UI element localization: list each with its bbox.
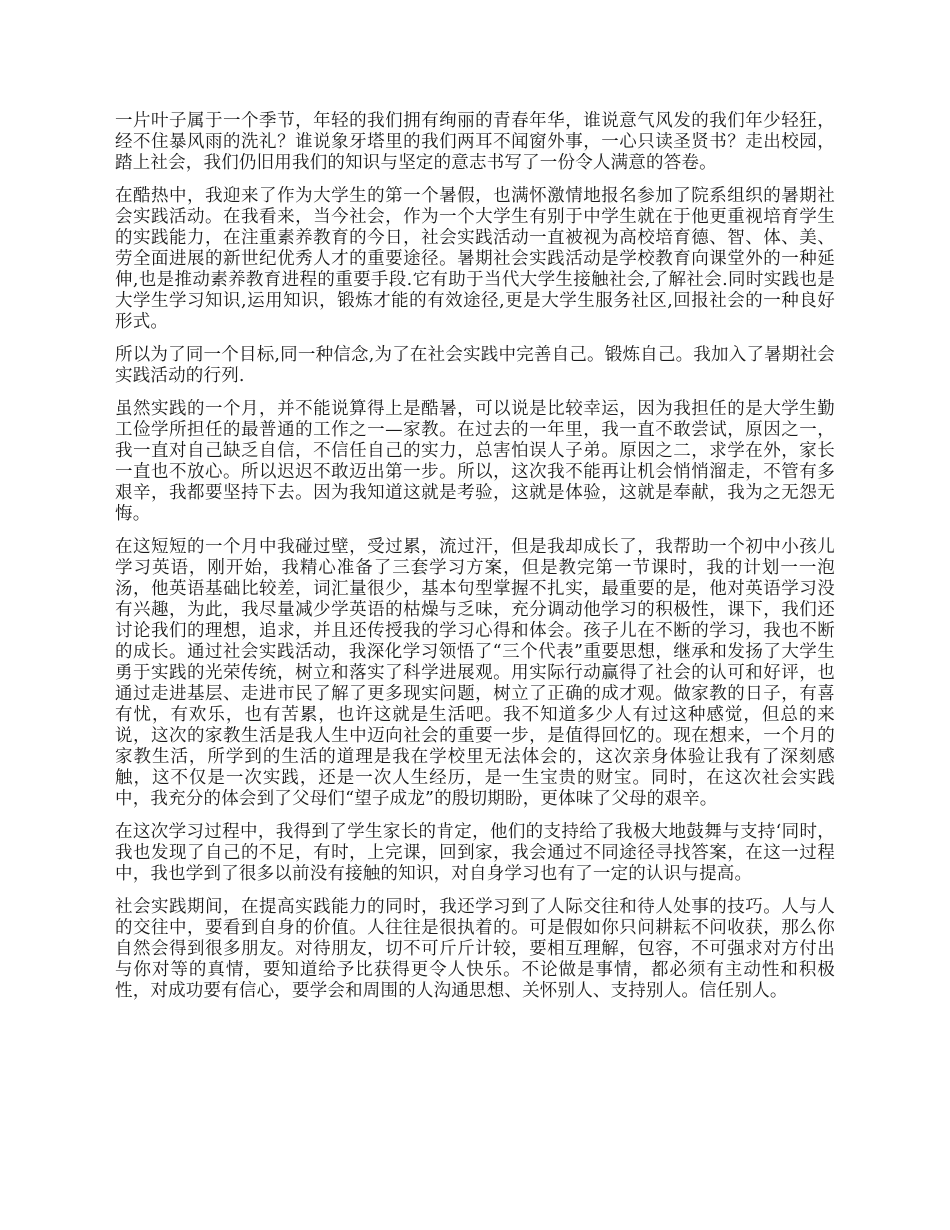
paragraph-tutoring-job: 虽然实践的一个月，并不能说算得上是酷暑，可以说是比较幸运，因为我担任的是大学生勤工俭学所担任的最普通的工作之一—家教。在过去的一年里，我一直不敢尝试，原因之一，我一直对自己缺乏自信，不信任自己的实力，总害怕误人子弟。原因之二，求学在外，家长一直也不放心。所以迟迟不敢迈出第一步。所以，这次我不能再让机会悄悄溜走，不管有多艰辛，我都要坚持下去。因为我知道这就是考验，这就是体验，这就是奉献，我为之无怨无悔。 xyxy=(115,399,835,524)
paragraph-interpersonal-skills: 社会实践期间，在提高实践能力的同时，我还学习到了人际交往和待人处事的技巧。人与人的交往中，要看到自身的价值。人往往是很执着的。可是假如你只问耕耘不问收获，那么你自然会得到很多朋友。对待朋友，切不可斤斤计较，要相互理解，包容，不可强求对方付出与你对等的真情，要知道给予比获得更令人快乐。不论做是事情，都必须有主动性和积极性，对成功要有信心，要学会和周围的人沟通思想、关怀别人、支持别人。信任别人。 xyxy=(115,897,835,1001)
paragraph-growth-experience: 在这短短的一个月中我碰过壁，受过累，流过汗，但是我却成长了，我帮助一个初中小孩儿学习英语，刚开始，我精心准备了三套学习方案，但是教完第一节课时，我的计划一一泡汤，他英语基础比较差，词汇量很少，基本句型掌握不扎实，最重要的是，他对英语学习没有兴趣，为此，我尽量减少学英语的枯燥与乏味，充分调动他学习的积极性，课下，我们还讨论我们的理想，追求，并且还传授我的学习心得和体会。孩子儿在不断的学习，我也不断的成长。通过社会实践活动，我深化学习领悟了“三个代表”重要思想，继承和发扬了大学生勇于实践的光荣传统，树立和落实了科学进展观。用实际行动赢得了社会的认可和好评，也通过走进基层、走进市民了解了更多现实问题，树立了正确的成才观。做家教的日子，有喜有忧，有欢乐，也有苦累，也许这就是生活吧。我不知道多少人有过这种感觉，但总的来说，这次的家教生活是我人生中迈向社会的重要一步，是值得回忆的。现在想来，一个月的家教生活，所学到的生活的道理是我在学校里无法体会的，这次亲身体验让我有了深刻感触，这不仅是一次实践，还是一次人生经历，是一生宝贵的财宝。同时，在这次社会实践中，我充分的体会到了父母们“望子成龙”的殷切期盼，更体味了父母的艰辛。 xyxy=(115,537,835,809)
paragraph-join-activity: 所以为了同一个目标,同一种信念,为了在社会实践中完善自己。锻炼自己。我加入了暑期社会实践活动的行列. xyxy=(115,345,835,386)
paragraph-intro: 一片叶子属于一个季节，年轻的我们拥有绚丽的青春年华，谁说意气风发的我们年少轻狂，经不住暴风雨的洗礼？谁说象牙塔里的我们两耳不闻窗外事，一心只读圣贤书？走出校园，踏上社会，我们仍旧用我们的知识与坚定的意志书写了一份令人满意的答卷。 xyxy=(115,111,835,173)
paragraph-parent-support: 在这次学习过程中，我得到了学生家长的肯定，他们的支持给了我极大地鼓舞与支持‘同时，我也发现了自己的不足，有时，上完课，回到家，我会通过不同途径寻找答案，在这一过程中，我也学到了很多以前没有接触的知识，对自身学习也有了一定的认识与提高。 xyxy=(115,822,835,884)
paragraph-summer-practice: 在酷热中，我迎来了作为大学生的第一个暑假，也满怀激情地报名参加了院系组织的暑期社会实践活动。在我看来，当今社会，作为一个大学生有别于中学生就在于他更重视培育学生的实践能力，在注重素养教育的今日，社会实践活动一直被视为高校培育德、智、体、美、劳全面进展的新世纪优秀人才的重要途径。暑期社会实践活动是学校教育向课堂外的一种延伸,也是推动素养教育进程的重要手段.它有助于当代大学生接触社会,了解社会.同时实践也是大学生学习知识,运用知识，锻炼才能的有效途径,更是大学生服务社区,回报社会的一种良好形式。 xyxy=(115,186,835,332)
